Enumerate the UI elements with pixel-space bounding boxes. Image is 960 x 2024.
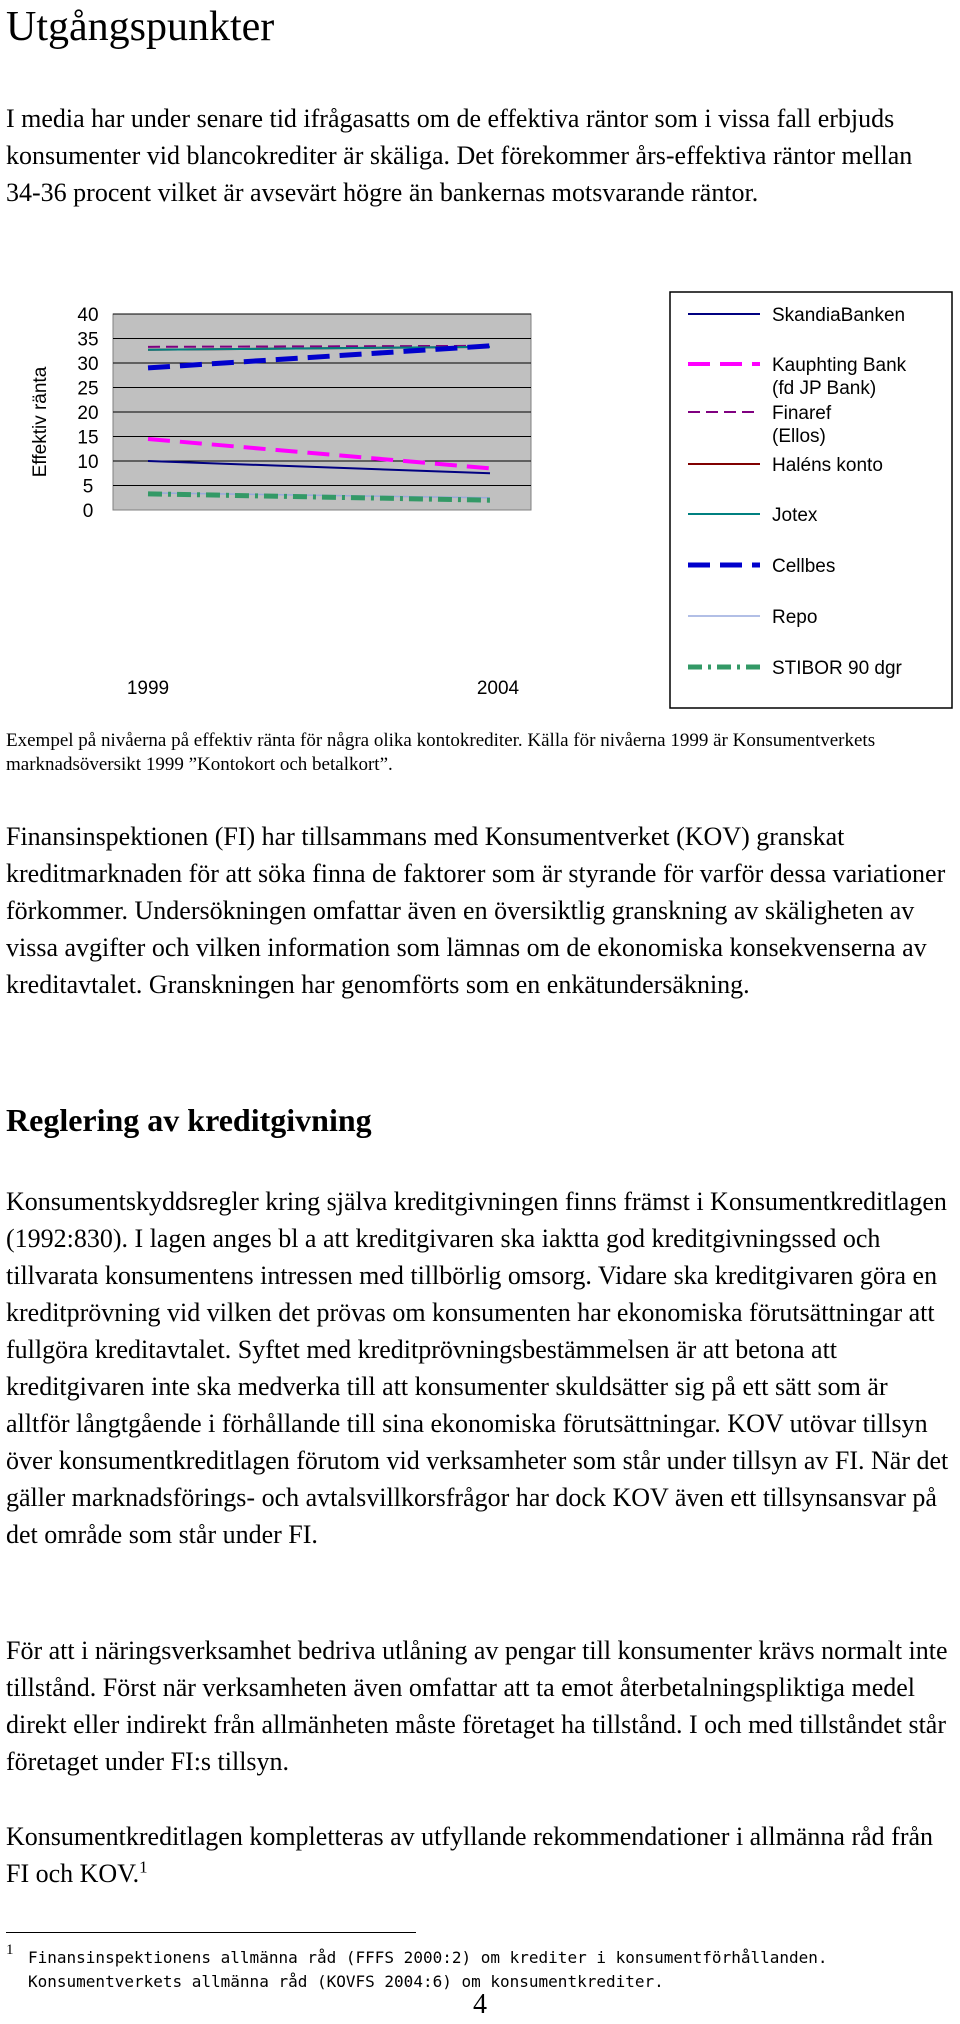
y-tick-label: 20 (77, 403, 99, 424)
chart-y-ticks (77, 305, 98, 522)
paragraph-fi: Finansinspektionen (FI) har tillsammans med Konsumentverket (KOV) granskat kreditmarknaden för att söka finna de faktorer som är styrande för varför dessa variationer förkommer. Undersökningen omfattar även en översiktlig granskning av skäligheten av vissa avgifter och vilken information som lämnas om de ekonomiska konsekvenserna av kreditavtalet. Granskningen har genomförts som en enkätundersäkning. (6, 822, 946, 999)
y-tick-label: 40 (77, 305, 99, 326)
chart-anchor (1, 283, 8, 290)
section-heading: Reglering av kreditgivning (6, 1102, 372, 1138)
chart-x-ticks (127, 678, 520, 699)
legend-label: Jotex (772, 505, 818, 526)
legend-label: (Ellos) (772, 426, 826, 447)
paragraph-regler: Konsumentskyddsregler kring själva kreditgivningen finns främst i Konsumentkreditlagen (1992:830). I lagen anges bl a att kreditgivaren ska iaktta god kreditgivningssed och tillvarata konsumentens intressen med tillbörlig omsorg. Vidare ska kreditgivaren göra en kreditprövning vid vilken det prövas om konsumenten har ekonomiska förutsättningar att fullgöra kreditavtalet. Syftet med kreditprövningsbestämmelsen är att betona att kreditgivaren inte ska medverka till att konsumenter skuldsätter sig på ett sätt som är alltför långtgående i förhållande till sina ekonomiska förutsättningar. KOV utövar tillsyn över konsumentkreditlagen förutom vid verksamheter som står under tillsyn av FI. När det gäller marknadsförings- och avtalsvillkorsfrågor har dock KOV även ett tillsynsansvar på det område som står under FI. (6, 1187, 949, 1549)
y-tick-label: 30 (77, 354, 99, 375)
y-tick-label: 25 (77, 378, 99, 400)
x-tick-label: 2004 (476, 678, 520, 699)
y-tick-label: 10 (77, 452, 99, 473)
legend-label: Finaref (772, 403, 832, 424)
footnote-line-2: Konsumentverkets allmänna råd (KOVFS 2004:6) om konsumentkrediter. (28, 1972, 664, 1991)
y-tick-label: 0 (82, 501, 94, 522)
x-tick-label: 1999 (126, 678, 170, 699)
y-tick-label: 35 (77, 329, 99, 351)
page-number: 4 (473, 1989, 487, 2020)
footnote-number: 1 (6, 1942, 14, 1958)
interest-rate-chart (0, 282, 960, 722)
intro-paragraph: I media har under senare tid ifrågasatts om de effektiva räntor som i vissa fall erbjuds konsumenter vid blancokrediter är skäliga. Det förekommer års-effektiva räntor mellan 34-36 procent vilket är avsevärt högre än bankernas motsvarande räntor. (6, 104, 913, 207)
chart-caption: Exempel på nivåerna på effektiv ränta för några olika kontokrediter. Källa för nivåerna 1999 är Konsumentverkets marknadsöversikt 1999 ”Kontokort och betalkort”. (6, 730, 876, 775)
page-heading: Utgångspunkter (6, 4, 275, 50)
paragraph-komplettering (6, 1818, 952, 1892)
chart-y-axis-label: Effektiv ränta (30, 366, 51, 478)
legend-label: Haléns konto (772, 455, 883, 476)
legend-label: STIBOR 90 dgr (772, 658, 902, 679)
legend-label: (fd JP Bank) (772, 378, 877, 399)
footnote-rule (6, 1932, 416, 1933)
footnote (6, 1942, 952, 1994)
legend-label: Repo (772, 607, 818, 628)
paragraph-tillstand: För att i näringsverksamhet bedriva utlåning av pengar till konsumenter krävs normalt inte tillstånd. Först när verksamheten även omfattar att ta emot återbetalningspliktiga medel direkt eller indirekt från allmänheten måste företaget ha tillstånd. I och med tillståndet står företaget under FI:s tillsyn. (6, 1636, 948, 1776)
chart-legend (670, 292, 952, 708)
footnote-line-1: Finansinspektionens allmänna råd (FFFS 2000:2) om krediter i konsumentförhållanden. (28, 1948, 828, 1967)
y-tick-label: 5 (82, 476, 94, 498)
y-tick-label: 15 (77, 427, 99, 449)
paragraph-komplettering-text: Konsumentkreditlagen kompletteras av utfyllande rekommendationer i allmänna råd från FI och KOV. (6, 1822, 934, 1888)
legend-label: Kauphting Bank (772, 355, 907, 376)
legend-label: Cellbes (772, 556, 836, 577)
footnote-marker: 1 (139, 1857, 148, 1877)
legend-label: SkandiaBanken (772, 305, 906, 326)
